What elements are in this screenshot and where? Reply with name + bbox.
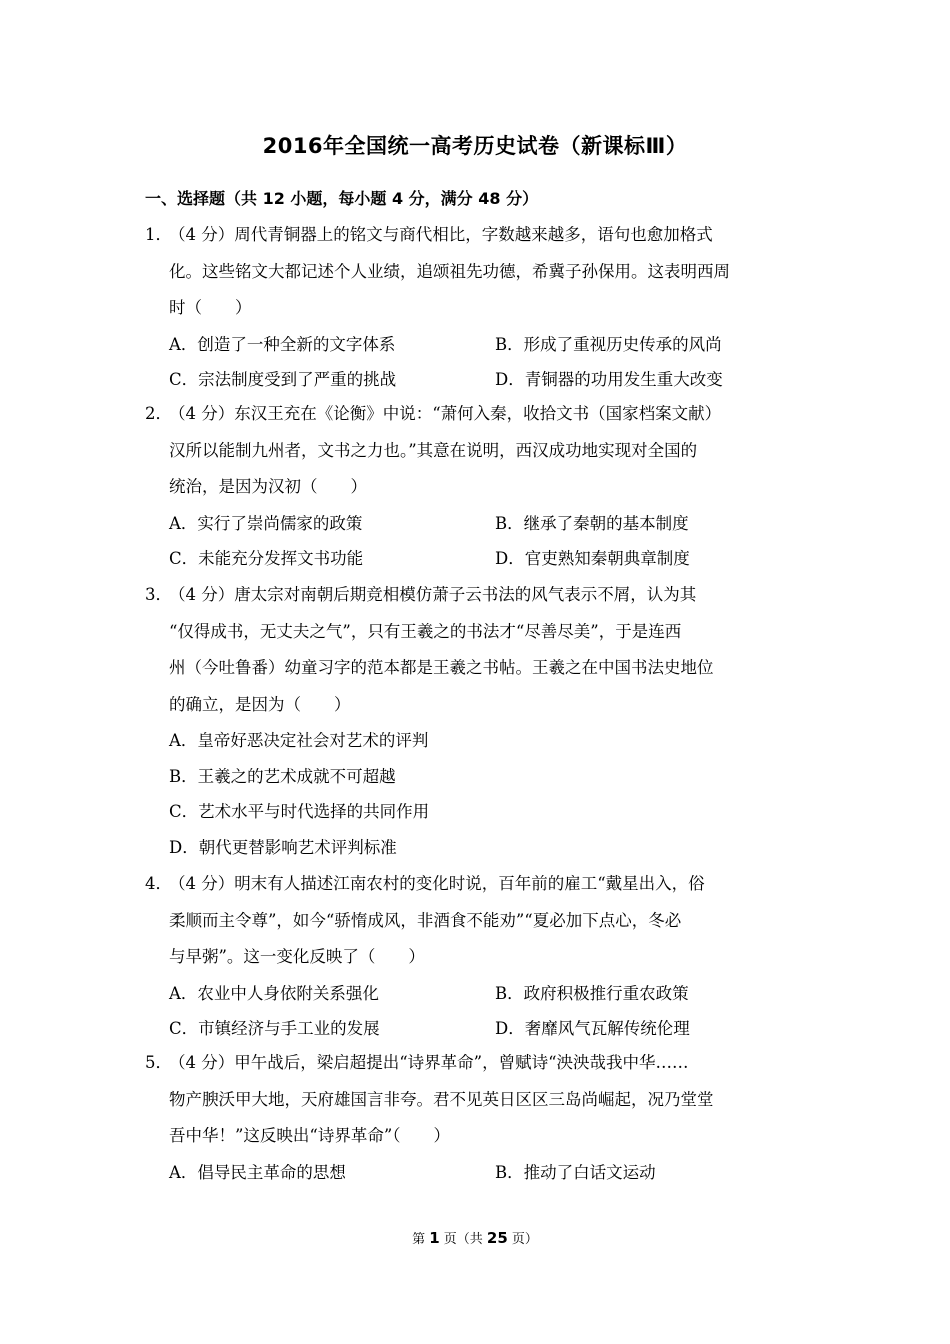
question-text: 吾中华！”这反映出“诗界革命”（ ） <box>169 1126 451 1145</box>
option-d: D．青铜器的功用发生重大改变 <box>495 369 723 389</box>
question-text: 化。这些铭文大都记述个人业绩，追颂祖先功德，希冀子孙保用。这表明西周 <box>169 261 730 281</box>
question-text: 统治，是因为汉初（ ） <box>169 477 367 496</box>
question-number: 5． <box>145 1053 172 1072</box>
option-b: B．形成了重视历史传承的风尚 <box>495 334 722 354</box>
question-text: 州（今吐鲁番）幼童习字的范本都是王羲之书帖。王羲之在中国书法史地位 <box>169 658 714 677</box>
question-text: （4 分）明末有人描述江南农村的变化时说，百年前的雇工“戴星出入，俗 <box>169 874 705 893</box>
options <box>145 327 810 397</box>
page-footer: 第 1 页（共 25 页） <box>412 1229 538 1247</box>
question-text: （4 分）周代青铜器上的铭文与商代相比，字数越来越多，语句也愈加格式 <box>169 225 713 244</box>
total-pages: 25 <box>486 1229 508 1247</box>
question-4 <box>145 866 810 1046</box>
option-b: B．推动了白话文运动 <box>495 1162 656 1182</box>
question-number: 4． <box>145 874 172 893</box>
option-a: A．皇帝好恶决定社会对艺术的评判 <box>169 731 429 750</box>
question-text: 柔顺而主令尊”，如今“骄惰成风，非酒食不能劝”“夏必加下点心，冬必 <box>169 910 682 930</box>
option-c: C．市镇经济与手工业的发展 <box>169 1018 380 1038</box>
question-1 <box>145 217 810 397</box>
option-a: A．创造了一种全新的文字体系 <box>169 334 396 354</box>
option-d: D．官吏熟知秦朝典章制度 <box>495 548 690 568</box>
section-heading: 一、选择题（共 12 小题，每小题 4 分，满分 48 分） <box>145 189 539 208</box>
option-c: C．宗法制度受到了严重的挑战 <box>169 369 397 389</box>
question-number: 3． <box>145 585 172 604</box>
options <box>145 1155 810 1190</box>
options <box>145 506 810 576</box>
question-text: 时（ ） <box>169 298 252 317</box>
option-a: A．实行了崇尚儒家的政策 <box>169 513 363 533</box>
option-b: B．继承了秦朝的基本制度 <box>495 513 689 533</box>
question-2 <box>145 396 810 576</box>
question-5 <box>145 1045 810 1190</box>
option-c: C．未能充分发挥文书功能 <box>169 548 364 568</box>
option-b: B．政府积极推行重农政策 <box>495 983 689 1003</box>
option-d: D．奢靡风气瓦解传统伦理 <box>495 1018 690 1038</box>
option-b: B．王羲之的艺术成就不可超越 <box>169 766 396 786</box>
question-text: （4 分）甲午战后，梁启超提出“诗界革命”，曾赋诗“泱泱哉我中华…… <box>169 1053 689 1072</box>
option-a: A．倡导民主革命的思想 <box>169 1162 346 1182</box>
question-text: （4 分）东汉王充在《论衡》中说：“萧何入秦，收拾文书（国家档案文献） <box>169 404 722 423</box>
option-c: C．艺术水平与时代选择的共同作用 <box>169 802 430 821</box>
question-number: 2． <box>145 404 172 423</box>
page-title: 2016年全国统一高考历史试卷（新课标Ⅲ） <box>262 134 688 158</box>
question-text: 物产腴沃甲大地，天府雄国言非夸。君不见英日区区三岛尚崛起，况乃堂堂 <box>169 1089 714 1109</box>
question-3 <box>145 577 810 865</box>
question-text: （4 分）唐太宗对南朝后期竞相模仿萧子云书法的风气表示不屑，认为其 <box>169 585 697 604</box>
question-text: “仅得成书，无丈夫之气”，只有王羲之的书法才“尽善尽美”，于是连西 <box>169 621 682 641</box>
current-page: 1 <box>429 1229 440 1247</box>
option-a: A．农业中人身依附关系强化 <box>169 983 379 1003</box>
question-number: 1． <box>145 225 172 244</box>
options <box>145 976 810 1046</box>
question-text: 的确立，是因为（ ） <box>169 694 351 714</box>
question-text: 汉所以能制九州者，文书之力也。”其意在说明，西汉成功地实现对全国的 <box>169 440 698 460</box>
option-d: D．朝代更替影响艺术评判标准 <box>169 837 397 857</box>
question-text: 与早粥”。这一变化反映了（ ） <box>169 947 425 966</box>
